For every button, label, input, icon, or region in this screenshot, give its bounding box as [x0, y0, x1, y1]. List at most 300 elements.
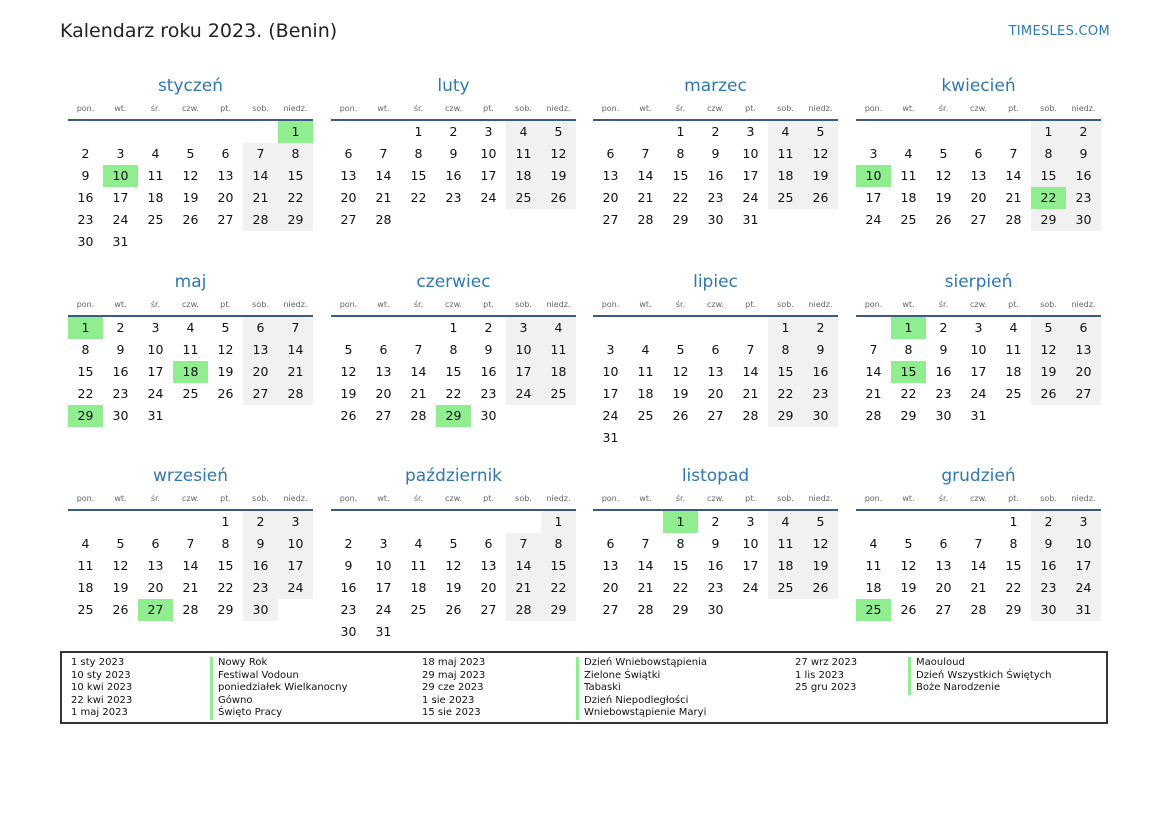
day-cell: 16: [1031, 555, 1066, 577]
weekday-header: [856, 298, 1101, 317]
holiday-day-cell: 18: [173, 361, 208, 383]
day-cell: 23: [707, 190, 724, 205]
day-cell: 5: [1031, 317, 1066, 339]
day-cell: 17: [375, 580, 392, 595]
day-cell: 4: [904, 146, 913, 161]
day-cell: 27: [1066, 383, 1101, 405]
weekday-label: pon.: [601, 104, 620, 113]
day-cell: 28: [970, 602, 987, 617]
day-cell: 5: [541, 121, 576, 143]
month-name: sierpień: [944, 272, 1013, 292]
day-cell: 4: [1009, 320, 1018, 335]
weekday-label: niedz.: [283, 300, 308, 309]
empty-cell: [243, 121, 278, 143]
legend-dates-2: [422, 657, 552, 720]
weekday-label: pon.: [339, 300, 358, 309]
day-cell: 11: [410, 558, 427, 573]
empty-cell: [68, 121, 103, 143]
day-cell: 16: [707, 168, 724, 183]
day-cell: 14: [1005, 168, 1022, 183]
day-cell: 3: [1066, 511, 1101, 533]
holiday-day-cell: 1: [278, 121, 313, 143]
weekday-label: wt.: [639, 494, 652, 503]
day-cell: 16: [480, 364, 497, 379]
empty-cell: [331, 121, 366, 143]
weekday-header: [593, 102, 838, 121]
day-grid: [68, 121, 313, 253]
day-cell: 24: [375, 602, 392, 617]
day-cell: 17: [742, 168, 759, 183]
day-grid: [593, 511, 838, 621]
day-cell: 25: [637, 408, 654, 423]
day-cell: 11: [768, 533, 803, 555]
day-cell: 10: [480, 146, 497, 161]
day-cell: 4: [151, 146, 160, 161]
day-cell: 7: [243, 143, 278, 165]
day-cell: 2: [1066, 121, 1101, 143]
weekday-label: niedz.: [546, 300, 571, 309]
day-cell: 28: [742, 408, 759, 423]
legend-holiday-name: Festiwal Vodoun: [210, 670, 410, 683]
day-cell: 25: [768, 577, 803, 599]
day-cell: 24: [480, 190, 497, 205]
day-cell: 11: [900, 168, 917, 183]
day-cell: 27: [375, 408, 392, 423]
day-cell: 24: [742, 190, 759, 205]
day-cell: 27: [707, 408, 724, 423]
day-cell: 12: [541, 143, 576, 165]
day-cell: 20: [375, 386, 392, 401]
day-cell: 4: [414, 536, 423, 551]
day-cell: 13: [375, 364, 392, 379]
day-cell: 4: [541, 317, 576, 339]
day-cell: 18: [147, 190, 164, 205]
day-cell: 23: [445, 190, 462, 205]
empty-cell: [926, 511, 961, 533]
day-cell: 27: [217, 212, 234, 227]
day-cell: 19: [803, 165, 838, 187]
day-cell: 20: [217, 190, 234, 205]
day-cell: 14: [375, 168, 392, 183]
legend-date: 27 wrz 2023: [795, 657, 858, 668]
day-cell: 5: [449, 536, 458, 551]
month-block: [331, 74, 576, 231]
day-cell: 9: [711, 536, 720, 551]
day-cell: 17: [278, 555, 313, 577]
legend-date: 18 maj 2023: [422, 657, 486, 668]
day-cell: 14: [182, 558, 199, 573]
empty-cell: [173, 511, 208, 533]
empty-cell: [593, 511, 628, 533]
day-cell: 29: [1031, 209, 1066, 231]
day-cell: 22: [672, 580, 689, 595]
day-cell: 29: [541, 599, 576, 621]
day-cell: 5: [676, 342, 685, 357]
empty-cell: [593, 121, 628, 143]
day-cell: 18: [541, 361, 576, 383]
holiday-day-cell: 29: [436, 405, 471, 427]
month-block: [856, 74, 1101, 231]
day-cell: 27: [970, 212, 987, 227]
day-cell: 31: [375, 624, 392, 639]
weekday-header: [331, 102, 576, 121]
month-name: styczeń: [157, 76, 224, 96]
day-cell: 8: [904, 342, 913, 357]
empty-cell: [331, 511, 366, 533]
legend-date: 22 kwi 2023: [71, 694, 133, 706]
weekday-label: sob.: [777, 300, 794, 309]
legend-dates-1: [71, 657, 201, 720]
weekday-header: [331, 492, 576, 511]
weekday-label: czw.: [182, 300, 199, 309]
empty-cell: [436, 511, 471, 533]
day-cell: 8: [221, 536, 230, 551]
legend-date: 1 sty 2023: [71, 657, 125, 668]
day-cell: 28: [182, 602, 199, 617]
day-cell: 31: [602, 430, 619, 445]
day-cell: 6: [711, 342, 720, 357]
weekday-label: czw.: [707, 300, 724, 309]
day-cell: 21: [243, 187, 278, 209]
day-cell: 15: [410, 168, 427, 183]
month-name: maj: [174, 272, 207, 292]
weekday-label: śr.: [150, 104, 161, 113]
day-cell: 12: [803, 143, 838, 165]
day-cell: 19: [672, 386, 689, 401]
weekday-header: [68, 298, 313, 317]
weekday-header: [593, 492, 838, 511]
empty-cell: [891, 121, 926, 143]
weekday-label: pon.: [864, 104, 883, 113]
empty-cell: [926, 121, 961, 143]
day-cell: 1: [676, 124, 685, 139]
weekday-label: śr.: [938, 300, 949, 309]
day-cell: 19: [112, 580, 129, 595]
day-cell: 15: [77, 364, 94, 379]
day-cell: 28: [506, 599, 541, 621]
day-cell: 10: [375, 558, 392, 573]
brand-link[interactable]: TIMESLES.COM: [1008, 24, 1110, 39]
day-cell: 15: [672, 558, 689, 573]
legend-holiday-name: Maouloud: [908, 657, 1108, 670]
weekday-label: niedz.: [283, 494, 308, 503]
day-cell: 3: [746, 514, 755, 529]
day-cell: 16: [803, 361, 838, 383]
day-cell: 19: [217, 364, 234, 379]
day-cell: 3: [974, 320, 983, 335]
empty-cell: [856, 317, 891, 339]
day-cell: 20: [147, 580, 164, 595]
day-cell: 27: [480, 602, 497, 617]
day-cell: 1: [768, 317, 803, 339]
day-cell: 12: [112, 558, 129, 573]
day-cell: 7: [506, 533, 541, 555]
weekday-label: pt.: [483, 494, 494, 503]
day-cell: 27: [935, 602, 952, 617]
day-cell: 21: [970, 580, 987, 595]
day-cell: 16: [707, 558, 724, 573]
day-cell: 6: [939, 536, 948, 551]
day-cell: 24: [147, 386, 164, 401]
day-cell: 11: [77, 558, 94, 573]
empty-cell: [856, 121, 891, 143]
day-cell: 14: [970, 558, 987, 573]
day-cell: 20: [1066, 361, 1101, 383]
day-cell: 13: [243, 339, 278, 361]
legend-date: 1 lis 2023: [795, 669, 844, 681]
day-cell: 20: [970, 190, 987, 205]
day-cell: 8: [1009, 536, 1018, 551]
day-cell: 1: [414, 124, 423, 139]
month-block: [331, 270, 576, 427]
weekday-label: śr.: [675, 494, 686, 503]
day-cell: 19: [935, 190, 952, 205]
day-cell: 21: [865, 386, 882, 401]
day-cell: 2: [711, 514, 720, 529]
day-cell: 19: [445, 580, 462, 595]
empty-cell: [103, 121, 138, 143]
day-cell: 13: [217, 168, 234, 183]
weekday-label: pt.: [1008, 494, 1019, 503]
day-cell: 14: [243, 165, 278, 187]
day-cell: 25: [182, 386, 199, 401]
day-cell: 29: [278, 209, 313, 231]
day-grid: [856, 317, 1101, 427]
weekday-label: wt.: [902, 300, 915, 309]
day-cell: 17: [742, 558, 759, 573]
holiday-day-cell: 29: [68, 405, 103, 427]
day-cell: 26: [112, 602, 129, 617]
day-cell: 17: [1066, 555, 1101, 577]
day-cell: 24: [602, 408, 619, 423]
day-cell: 23: [77, 212, 94, 227]
weekday-label: sob.: [252, 300, 269, 309]
holiday-day-cell: 10: [103, 165, 138, 187]
day-cell: 2: [243, 511, 278, 533]
day-cell: 11: [768, 143, 803, 165]
empty-cell: [103, 511, 138, 533]
day-cell: 11: [506, 143, 541, 165]
weekday-label: sob.: [1040, 300, 1057, 309]
weekday-label: pt.: [745, 494, 756, 503]
day-cell: 3: [379, 536, 388, 551]
weekday-header: [593, 298, 838, 317]
day-cell: 9: [711, 146, 720, 161]
day-cell: 22: [410, 190, 427, 205]
day-cell: 11: [865, 558, 882, 573]
day-cell: 17: [112, 190, 129, 205]
day-cell: 12: [1031, 339, 1066, 361]
month-name: lipiec: [693, 272, 738, 292]
empty-cell: [733, 317, 768, 339]
day-cell: 26: [803, 577, 838, 599]
day-cell: 11: [1005, 342, 1022, 357]
day-cell: 10: [970, 342, 987, 357]
weekday-label: wt.: [902, 494, 915, 503]
empty-cell: [961, 121, 996, 143]
day-cell: 25: [410, 602, 427, 617]
weekday-label: śr.: [413, 104, 424, 113]
weekday-label: sob.: [515, 104, 532, 113]
day-cell: 7: [1009, 146, 1018, 161]
day-cell: 30: [243, 599, 278, 621]
month-name: luty: [437, 76, 470, 96]
day-cell: 10: [742, 536, 759, 551]
day-cell: 19: [340, 386, 357, 401]
day-cell: 2: [803, 317, 838, 339]
day-cell: 16: [1066, 165, 1101, 187]
month-name: marzec: [684, 76, 747, 96]
day-cell: 2: [484, 320, 493, 335]
day-cell: 19: [541, 165, 576, 187]
weekday-label: czw.: [445, 494, 462, 503]
empty-cell: [996, 121, 1031, 143]
day-cell: 1: [221, 514, 230, 529]
day-cell: 25: [1005, 386, 1022, 401]
day-cell: 19: [900, 580, 917, 595]
weekday-label: niedz.: [1071, 494, 1096, 503]
day-cell: 9: [1066, 143, 1101, 165]
day-cell: 26: [803, 187, 838, 209]
day-cell: 5: [344, 342, 353, 357]
weekday-label: śr.: [675, 104, 686, 113]
day-cell: 7: [641, 536, 650, 551]
day-cell: 26: [445, 602, 462, 617]
month-block: [593, 270, 838, 449]
day-cell: 31: [147, 408, 164, 423]
day-cell: 27: [243, 383, 278, 405]
weekday-label: pon.: [339, 494, 358, 503]
holiday-day-cell: 27: [138, 599, 173, 621]
day-cell: 8: [414, 146, 423, 161]
day-cell: 28: [637, 602, 654, 617]
day-cell: 6: [606, 146, 615, 161]
weekday-header: [856, 102, 1101, 121]
day-cell: 10: [742, 146, 759, 161]
day-cell: 21: [637, 580, 654, 595]
day-cell: 5: [221, 320, 230, 335]
day-cell: 20: [480, 580, 497, 595]
day-cell: 7: [379, 146, 388, 161]
day-cell: 19: [1031, 361, 1066, 383]
day-cell: 27: [602, 602, 619, 617]
empty-cell: [366, 121, 401, 143]
weekday-label: sob.: [252, 104, 269, 113]
weekday-label: pon.: [864, 300, 883, 309]
day-cell: 7: [869, 342, 878, 357]
day-cell: 22: [217, 580, 234, 595]
weekday-label: niedz.: [546, 104, 571, 113]
weekday-label: wt.: [377, 104, 390, 113]
day-cell: 6: [606, 536, 615, 551]
day-cell: 30: [112, 408, 129, 423]
weekday-label: sob.: [515, 494, 532, 503]
weekday-label: pt.: [1008, 300, 1019, 309]
weekday-label: czw.: [182, 494, 199, 503]
holiday-day-cell: 1: [891, 317, 926, 339]
day-cell: 13: [970, 168, 987, 183]
empty-cell: [401, 317, 436, 339]
day-cell: 24: [506, 383, 541, 405]
day-cell: 17: [480, 168, 497, 183]
day-cell: 25: [768, 187, 803, 209]
day-cell: 4: [869, 536, 878, 551]
weekday-label: śr.: [150, 300, 161, 309]
day-cell: 5: [116, 536, 125, 551]
day-cell: 20: [935, 580, 952, 595]
day-cell: 22: [445, 386, 462, 401]
day-cell: 3: [278, 511, 313, 533]
weekday-label: czw.: [707, 494, 724, 503]
weekday-label: sob.: [777, 104, 794, 113]
weekday-label: sob.: [1040, 104, 1057, 113]
day-cell: 2: [116, 320, 125, 335]
day-cell: 5: [803, 121, 838, 143]
day-cell: 6: [151, 536, 160, 551]
day-cell: 15: [217, 558, 234, 573]
day-cell: 4: [81, 536, 90, 551]
day-cell: 26: [672, 408, 689, 423]
day-cell: 26: [900, 602, 917, 617]
day-cell: 22: [1005, 580, 1022, 595]
empty-cell: [663, 317, 698, 339]
empty-cell: [138, 121, 173, 143]
day-cell: 4: [768, 511, 803, 533]
day-cell: 12: [672, 364, 689, 379]
day-cell: 16: [340, 580, 357, 595]
day-cell: 14: [410, 364, 427, 379]
day-cell: 8: [676, 146, 685, 161]
empty-cell: [628, 511, 663, 533]
day-cell: 14: [506, 555, 541, 577]
day-cell: 23: [243, 577, 278, 599]
weekday-label: pon.: [601, 494, 620, 503]
day-cell: 7: [746, 342, 755, 357]
month-block: [856, 270, 1101, 427]
weekday-label: pon.: [76, 104, 95, 113]
empty-cell: [628, 121, 663, 143]
month-name: czerwiec: [416, 272, 491, 292]
holiday-day-cell: 25: [856, 599, 891, 621]
day-cell: 13: [707, 364, 724, 379]
weekday-label: czw.: [445, 104, 462, 113]
day-cell: 23: [480, 386, 497, 401]
weekday-header: [856, 492, 1101, 511]
day-grid: [68, 511, 313, 621]
day-cell: 31: [970, 408, 987, 423]
day-cell: 17: [970, 364, 987, 379]
month-block: [593, 74, 838, 231]
day-cell: 1: [1009, 514, 1018, 529]
day-cell: 30: [803, 405, 838, 427]
legend-date: 1 maj 2023: [71, 707, 128, 719]
day-cell: 4: [768, 121, 803, 143]
day-grid: [593, 121, 838, 231]
day-grid: [856, 121, 1101, 231]
day-cell: 15: [278, 165, 313, 187]
day-cell: 26: [182, 212, 199, 227]
weekday-label: śr.: [938, 494, 949, 503]
weekday-label: sob.: [252, 494, 269, 503]
day-cell: 6: [344, 146, 353, 161]
weekday-header: [68, 102, 313, 121]
empty-cell: [366, 317, 401, 339]
day-cell: 4: [641, 342, 650, 357]
day-cell: 15: [1031, 165, 1066, 187]
day-cell: 8: [449, 342, 458, 357]
day-cell: 23: [112, 386, 129, 401]
empty-cell: [506, 511, 541, 533]
